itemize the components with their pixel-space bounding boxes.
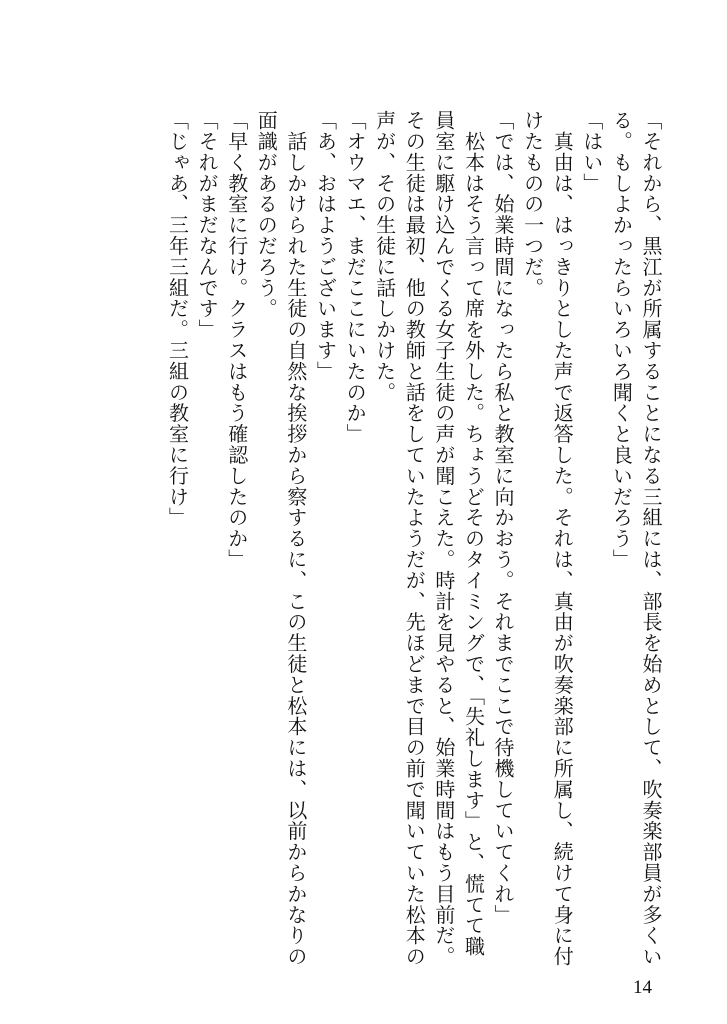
text-line: 「はい」: [579, 110, 604, 194]
text-line: る。もしよかったらいろいろ聞くと良いだろう」: [609, 110, 634, 570]
text-line: 「それがまだなんです」: [195, 110, 220, 340]
text-line: 「じゃあ、三年三組だ。三組の教室に行け」: [165, 110, 190, 528]
text-line: 「オウマエ、まだここにいたのか」: [343, 110, 368, 445]
text-line: けたものの一つだ。: [520, 110, 545, 299]
text-line: 面識があるのだろう。: [254, 110, 279, 319]
text-line: 「あ、おはようございます」: [313, 110, 338, 382]
text-line: 「早く教室に行け。クラスはもう確認したのか」: [224, 110, 249, 570]
text-line: 松本はそう言って席を外した。ちょうどそのタイミングで、「失礼します」と、慌てて職: [461, 110, 486, 957]
text-line: 話しかけられた生徒の自然な挨拶から察するに、この生徒と松本には、以前からかなりの: [283, 110, 308, 967]
text-line: 声が、その生徒に話しかけた。: [372, 110, 397, 403]
page-number: 14: [633, 977, 652, 998]
text-line: 「それから、黒江が所属することになる三組には、部長を始めとして、吹奏楽部員が多くい: [639, 110, 663, 967]
text-line: 「では、始業時間になったら私と教室に向かおう。それまでここで待機していてくれ」: [491, 110, 516, 926]
text-line: 員室に駆け込んでくる女子生徒の声が聞こえた。時計を見やると、始業時間はもう目前だ。: [431, 110, 456, 967]
vertical-text-body: [162, 110, 665, 967]
text-line: その生徒は最初、他の教師と話をしていたようだが、先ほどまで目の前で聞いていた松本の: [402, 110, 427, 967]
text-line: 真由は、はっきりとした声で返答した。それは、真由が吹奏楽部に所属し、続けて身に付: [550, 110, 575, 967]
